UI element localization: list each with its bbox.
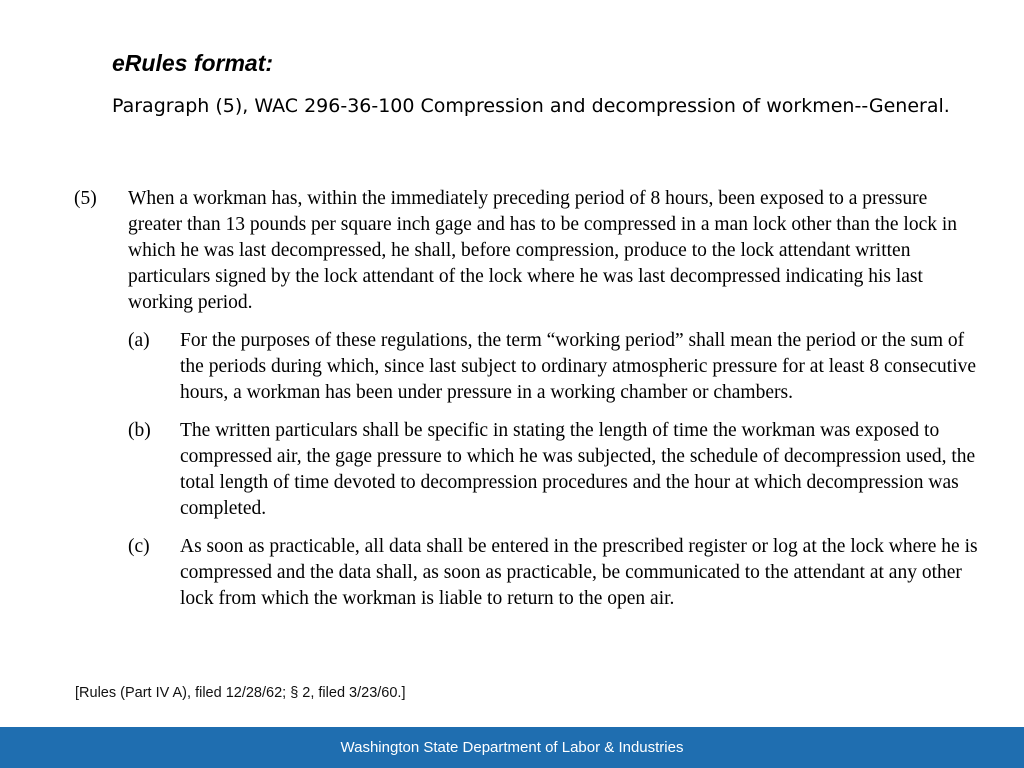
subparagraph-text: For the purposes of these regulations, the term “working period” shall mean the period or the sum of the periods during which, since last subject to ordinary atmospheric pressure for at least 8 consecutive hours, a workman has been under pressure in a working chamber or chambers. [180, 330, 977, 403]
footer-agency-name: Washington State Department of Labor & Industries [340, 739, 684, 756]
paragraph-5 [74, 186, 984, 316]
subparagraph-b [128, 418, 984, 522]
history-citation: [Rules (Part IV A), filed 12/28/62; § 2, filed 3/23/60.] [75, 685, 406, 701]
paragraph-text: When a workman has, within the immediately preceding period of 8 hours, been exposed to a pressure greater than 13 pounds per square inch gage and has to be compressed in a man lock other than the lock in which he was last decompressed, he shall, before compression, produce to the lock attendant written particulars signed by the lock attendant of the lock where he was last decompressed indicating his last working period. [128, 188, 958, 313]
slide-subheading: Paragraph (5), WAC 296-36-100 Compression and decompression of workmen--General. [112, 95, 950, 117]
subparagraph-marker: (a) [128, 330, 150, 351]
subparagraph-text: As soon as practicable, all data shall be entered in the prescribed register or log at the lock where he is compressed and the data shall, as soon as practicable, be communicated to the attendant at any other lock from which the workman is liable to return to the open air. [180, 536, 978, 609]
paragraph-marker: (5) [74, 188, 97, 209]
slide-heading: eRules format: [112, 50, 274, 76]
subparagraph-marker: (b) [128, 420, 151, 441]
rule-excerpt [74, 186, 984, 612]
subparagraph-a [128, 328, 984, 406]
subparagraph-c [128, 534, 984, 612]
subparagraph-text: The written particulars shall be specific in stating the length of time the workman was exposed to compressed air, the gage pressure to which he was subjected, the schedule of decompression used, the total length of time devoted to decompression procedures and the hour at which decompression was completed. [180, 420, 976, 519]
subparagraph-marker: (c) [128, 536, 150, 557]
footer-bar [0, 727, 1024, 768]
